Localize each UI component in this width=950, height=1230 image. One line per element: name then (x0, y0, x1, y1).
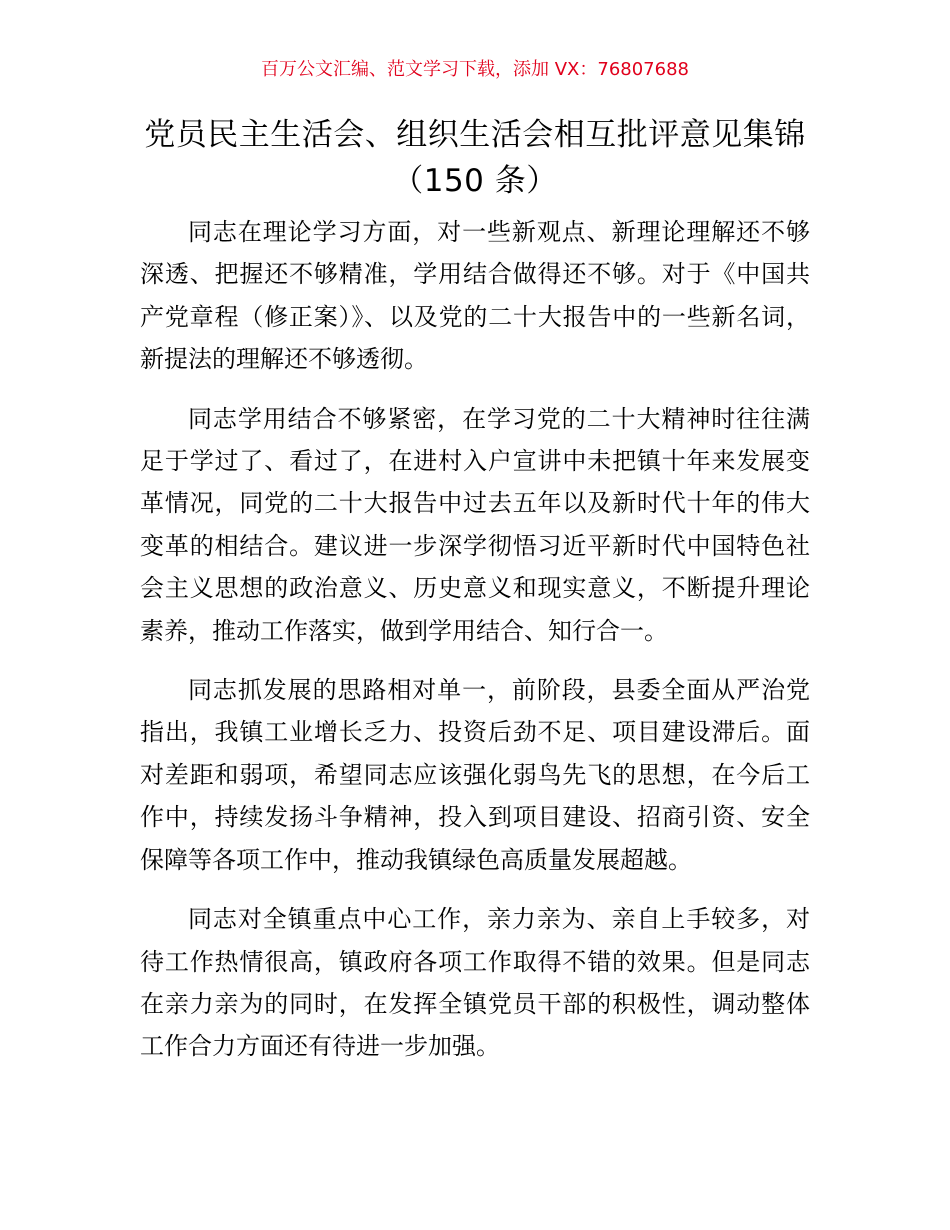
paragraph: 同志在理论学习方面，对一些新观点、新理论理解还不够深透、把握还不够精准，学用结合做得还不够。对于《中国共产党章程（修正案）》、以及党的二十大报告中的一些新名词，新提法的理解还不够透彻。 (140, 218, 810, 374)
paragraph: 同志对全镇重点中心工作，亲力亲为、亲自上手较多，对待工作热情很高，镇政府各项工作取得不错的效果。但是同志在亲力亲为的同时，在发挥全镇党员干部的积极性，调动整体工作合力方面还有待进一步加强。 (140, 905, 810, 1061)
paragraph: 同志学用结合不够紧密，在学习党的二十大精神时往往满足于学过了、看过了，在进村入户宣讲中未把镇十年来发展变革情况，同党的二十大报告中过去五年以及新时代十年的伟大变革的相结合。建议进一步深学彻悟习近平新时代中国特色社会主义思想的政治意义、历史意义和现实意义，不断提升理论素养，推动工作落实，做到学用结合、知行合一。 (140, 404, 810, 645)
document-title: 党员民主生活会、组织生活会相互批评意见集锦（150 条） (144, 117, 806, 199)
header-note: 百万公文汇编、范文学习下载，添加 VX：76807688 (261, 59, 689, 80)
document-body (140, 211, 810, 1085)
paragraph: 同志抓发展的思路相对单一，前阶段，县委全面从严治党指出，我镇工业增长乏力、投资后劲不足、项目建设滞后。面对差距和弱项，希望同志应该强化弱鸟先飞的思想，在今后工作中，持续发扬斗争精神，投入到项目建设、招商引资、安全保障等各项工作中，推动我镇绿色高质量发展超越。 (140, 676, 810, 874)
